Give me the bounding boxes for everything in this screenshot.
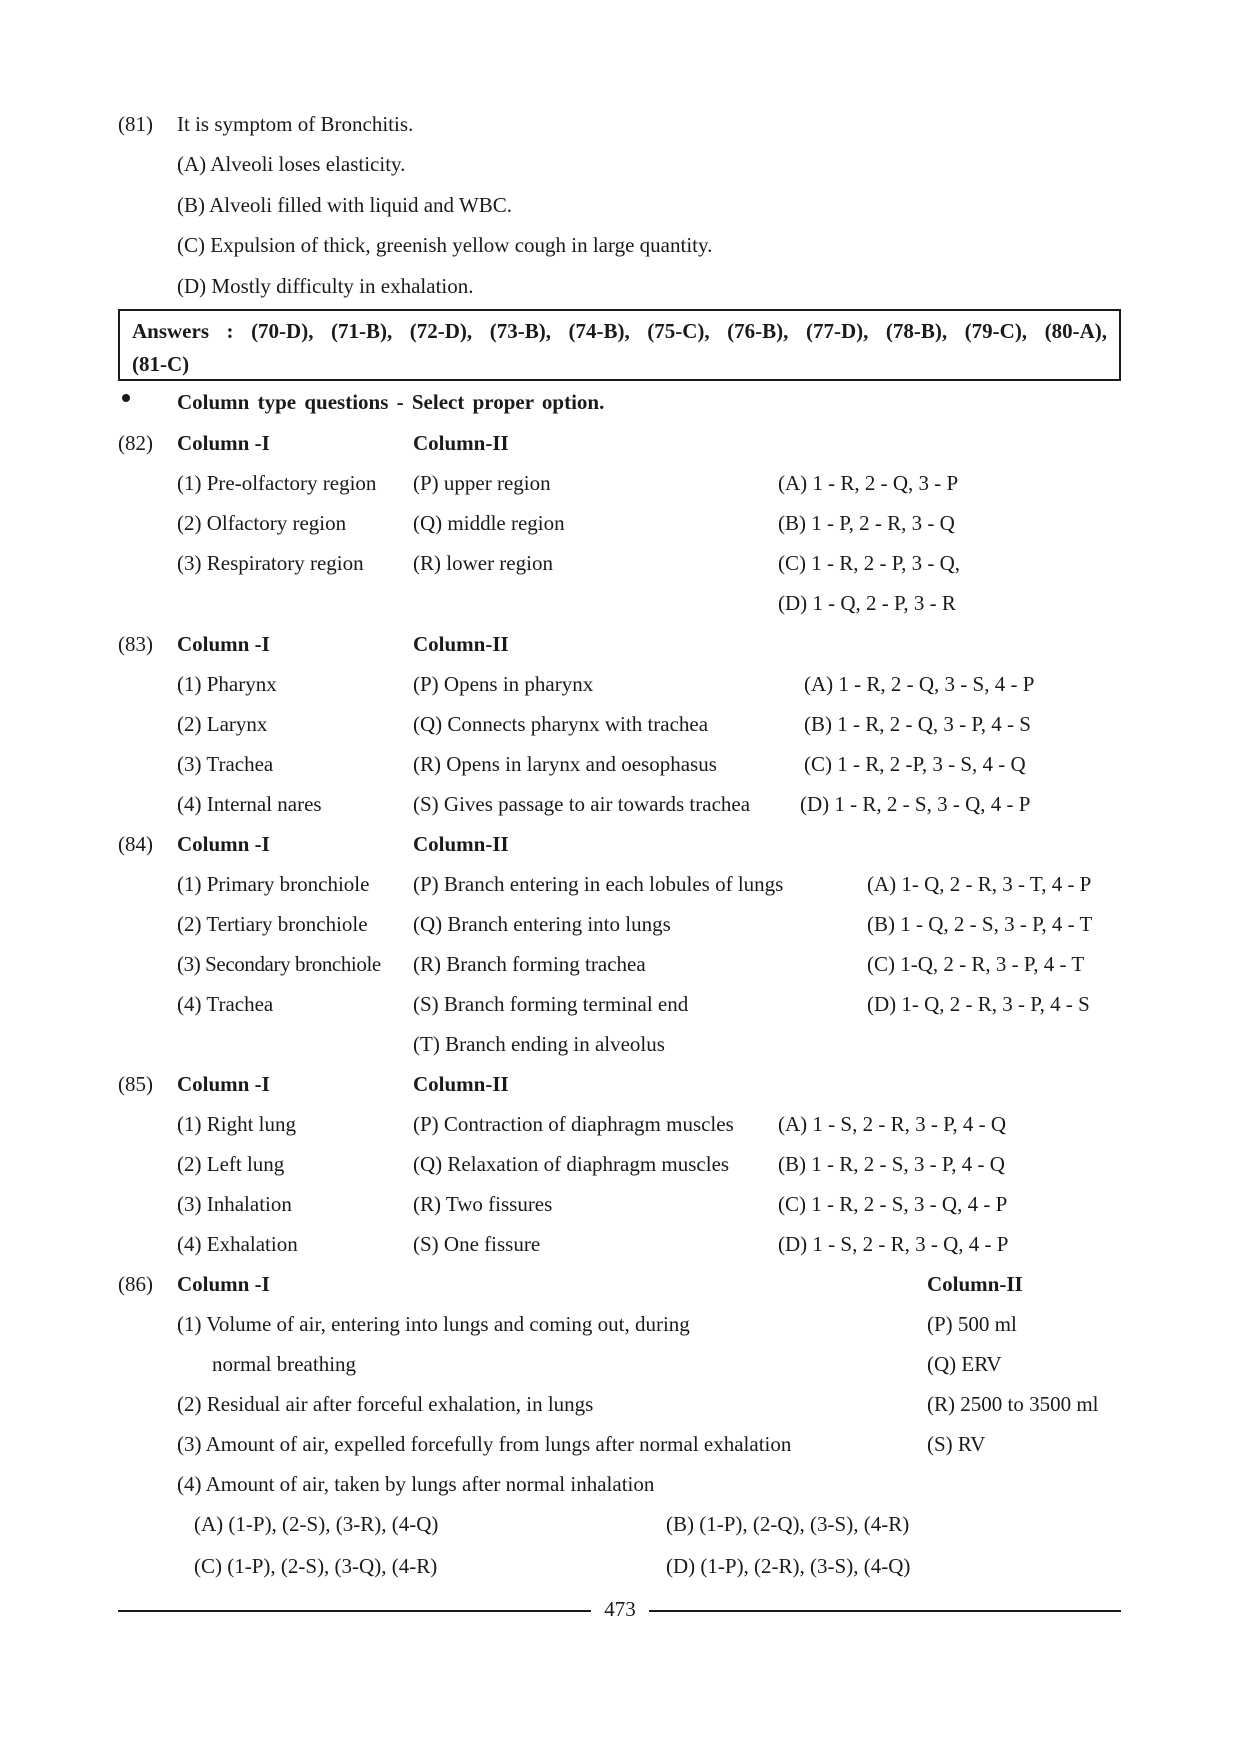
q83-number: (83) [118,632,153,656]
q85-number: (85) [118,1072,153,1096]
q86-col1-item: (4) Amount of air, taken by lungs after normal inhalation [177,1472,655,1496]
q85-option-a: (A) 1 - S, 2 - R, 3 - P, 4 - Q [778,1112,1007,1136]
q83-col2-header: Column-II [413,632,509,656]
q85-col2-header: Column-II [413,1072,509,1096]
q83-col1-item: (3) Trachea [177,752,274,776]
bullet-icon [122,394,130,402]
q82-col2-item: (P) upper region [413,471,551,495]
q86-option-c: (C) (1-P), (2-S), (3-Q), (4-R) [194,1554,438,1578]
q84-col1-item: (4) Trachea [177,992,274,1016]
q85-col2-item: (P) Contraction of diaphragm muscles [413,1112,734,1136]
q82-col2-item: (R) lower region [413,551,553,575]
q86-number: (86) [118,1272,153,1296]
q81-stem: It is symptom of Bronchitis. [177,112,414,136]
q84-col2-item: (R) Branch forming trachea [413,952,646,976]
q86-option-b: (B) (1-P), (2-Q), (3-S), (4-R) [666,1512,910,1536]
q85-option-c: (C) 1 - R, 2 - S, 3 - Q, 4 - P [778,1192,1008,1216]
q81-option-a: (A) Alveoli loses elasticity. [177,152,406,176]
q84-col2-item: (S) Branch forming terminal end [413,992,689,1016]
q84-col1-item: (1) Primary bronchiole [177,872,370,896]
q83-col2-item: (Q) Connects pharynx with trachea [413,712,709,736]
q82-option-a: (A) 1 - R, 2 - Q, 3 - P [778,471,959,495]
section-heading: Column type questions - Select proper option. [177,390,605,414]
q85-col1-item: (3) Inhalation [177,1192,292,1216]
q84-col1-item: (2) Tertiary bronchiole [177,912,368,936]
q82-option-b: (B) 1 - P, 2 - R, 3 - Q [778,511,955,535]
q84-option-c: (C) 1-Q, 2 - R, 3 - P, 4 - T [867,952,1085,976]
q83-option-b: (B) 1 - R, 2 - Q, 3 - P, 4 - S [804,712,1031,736]
q84-option-b: (B) 1 - Q, 2 - S, 3 - P, 4 - T [867,912,1093,936]
answers-line-2: (81-C) [132,352,190,376]
q82-col1-header: Column -I [177,431,270,455]
q82-col1-item: (2) Olfactory region [177,511,347,535]
footer-rule-left [118,1610,591,1612]
q85-option-d: (D) 1 - S, 2 - R, 3 - Q, 4 - P [778,1232,1009,1256]
q86-col1-item: (1) Volume of air, entering into lungs and coming out, during [177,1312,690,1336]
q84-col2-header: Column-II [413,832,509,856]
q81-option-c: (C) Expulsion of thick, greenish yellow cough in large quantity. [177,233,713,257]
q82-col2-item: (Q) middle region [413,511,565,535]
q82-option-d: (D) 1 - Q, 2 - P, 3 - R [778,591,956,615]
q83-option-d: (D) 1 - R, 2 - S, 3 - Q, 4 - P [800,792,1031,816]
q83-col2-item: (R) Opens in larynx and oesophasus [413,752,717,776]
q81-option-b: (B) Alveoli filled with liquid and WBC. [177,193,513,217]
q84-col1-header: Column -I [177,832,270,856]
answers-line-1: Answers : (70-D), (71-B), (72-D), (73-B), (74-B), (75-C), (76-B), (77-D), (78-B), (79-C), (80-A), [132,319,1107,343]
q86-col2-item: (Q) ERV [927,1352,1002,1376]
q81-option-d: (D) Mostly difficulty in exhalation. [177,274,474,298]
q85-col1-header: Column -I [177,1072,270,1096]
q84-col2-item: (Q) Branch entering into lungs [413,912,671,936]
q83-col1-header: Column -I [177,632,270,656]
q86-col1-item: (3) Amount of air, expelled forcefully from lungs after normal exhalation [177,1432,792,1456]
q82-col1-item: (3) Respiratory region [177,551,364,575]
answers-box [118,309,1121,381]
q86-col2-header: Column-II [927,1272,1023,1296]
q85-col1-item: (4) Exhalation [177,1232,298,1256]
q86-col1-item-continued: normal breathing [212,1352,357,1376]
q83-col1-item: (4) Internal nares [177,792,322,816]
q82-number: (82) [118,431,153,455]
q86-col2-item: (R) 2500 to 3500 ml [927,1392,1099,1416]
q83-col1-item: (2) Larynx [177,712,268,736]
q86-col2-item: (S) RV [927,1432,986,1456]
q85-option-b: (B) 1 - R, 2 - S, 3 - P, 4 - Q [778,1152,1005,1176]
q84-col1-item: (3) Secondary bronchiole [177,952,381,976]
q86-option-a: (A) (1-P), (2-S), (3-R), (4-Q) [194,1512,439,1536]
page-number: 473 [604,1597,636,1621]
q83-option-c: (C) 1 - R, 2 -P, 3 - S, 4 - Q [804,752,1026,776]
q84-option-d: (D) 1- Q, 2 - R, 3 - P, 4 - S [867,992,1090,1016]
q85-col1-item: (1) Right lung [177,1112,296,1136]
q85-col2-item: (S) One fissure [413,1232,541,1256]
q84-col2-item: (P) Branch entering in each lobules of lungs [413,872,784,896]
q83-option-a: (A) 1 - R, 2 - Q, 3 - S, 4 - P [804,672,1035,696]
q85-col2-item: (Q) Relaxation of diaphragm muscles [413,1152,730,1176]
q86-col1-header: Column -I [177,1272,270,1296]
q82-option-c: (C) 1 - R, 2 - P, 3 - Q, [778,551,960,575]
q84-number: (84) [118,832,153,856]
q86-col2-item: (P) 500 ml [927,1312,1017,1336]
q86-col1-item: (2) Residual air after forceful exhalation, in lungs [177,1392,594,1416]
q85-col1-item: (2) Left lung [177,1152,285,1176]
q81-number: (81) [118,112,153,136]
q84-option-a: (A) 1- Q, 2 - R, 3 - T, 4 - P [867,872,1092,896]
q83-col2-item: (S) Gives passage to air towards trachea [413,792,751,816]
q83-col2-item: (P) Opens in pharynx [413,672,594,696]
footer-rule-right [649,1610,1121,1612]
q84-col2-item: (T) Branch ending in alveolus [413,1032,665,1056]
q86-option-d: (D) (1-P), (2-R), (3-S), (4-Q) [666,1554,911,1578]
q85-col2-item: (R) Two fissures [413,1192,553,1216]
q82-col1-item: (1) Pre-olfactory region [177,471,377,495]
q82-col2-header: Column-II [413,431,509,455]
q83-col1-item: (1) Pharynx [177,672,277,696]
